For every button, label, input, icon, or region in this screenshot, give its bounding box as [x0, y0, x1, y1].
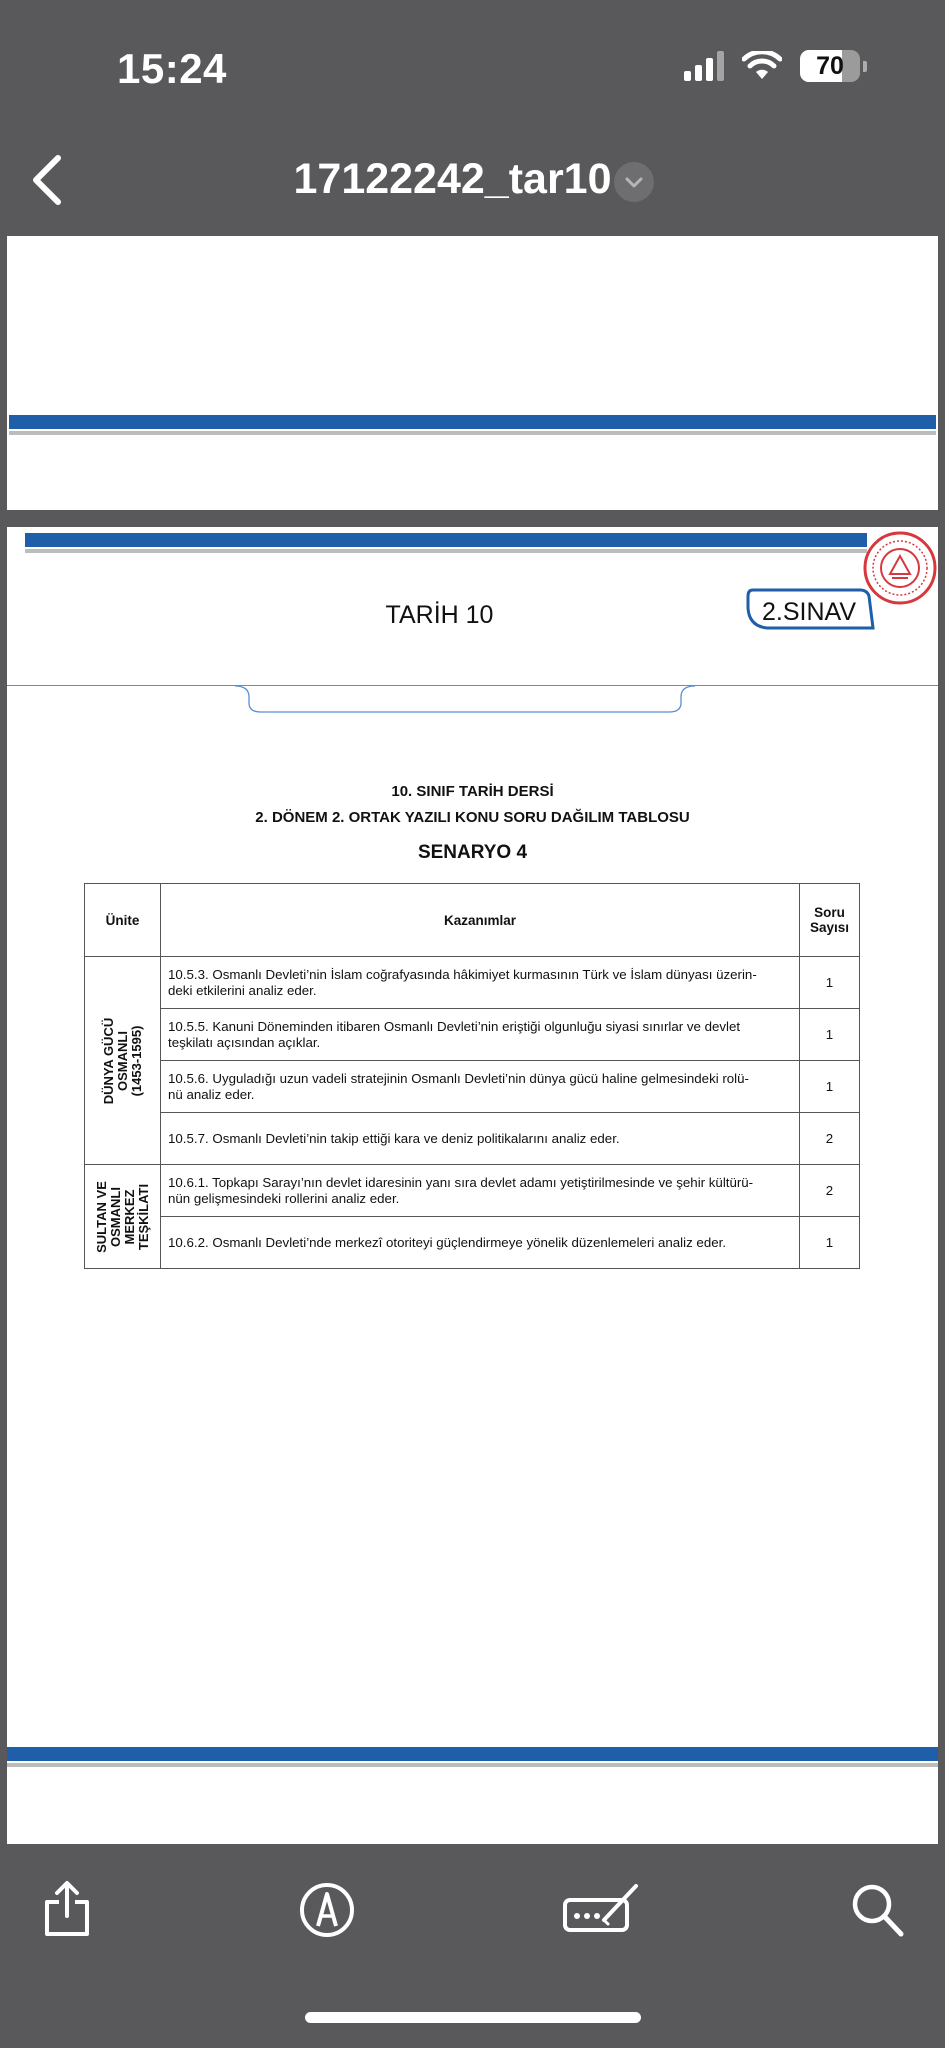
subject-title: TARİH 10: [385, 601, 494, 629]
battery-tip: [863, 61, 867, 72]
outcome-line: teşkilatı açısından açıklar.: [168, 1034, 321, 1050]
outcome-line: 10.5.7. Osmanlı Devleti’nin takip ettiği kara ve deniz politikalarını analiz eder.: [168, 1130, 620, 1146]
markup-icon[interactable]: [297, 1880, 357, 1940]
header-count-line-1: Soru: [814, 905, 845, 920]
table-row: [85, 1061, 860, 1113]
outcome-line: 10.6.1. Topkapı Sarayı’nın devlet idaresinin yanı sıra devlet adamı yetiştirilmesinde ve şehir kültürü-: [168, 1174, 754, 1190]
search-icon[interactable]: [847, 1880, 907, 1940]
question-count: 1: [800, 957, 860, 1009]
outcome-line: 10.5.6. Uyguladığı uzun vadeli stratejinin Osmanlı Devleti’nin dünya gücü haline gelmesindeki rolü-: [168, 1070, 749, 1086]
title-menu-button[interactable]: [614, 162, 654, 202]
heading-class: 10. SINIF TARİH DERSİ: [391, 783, 554, 800]
header-curve: [235, 685, 695, 717]
unit-label: [102, 1017, 144, 1103]
question-count: 1: [800, 1061, 860, 1113]
exam-label: 2.SINAV: [762, 598, 857, 626]
outcome-cell: [161, 957, 800, 1009]
unit-label-line: (1453-1595): [128, 1025, 144, 1096]
unit-label-line: DÜNYA GÜCÜ: [100, 1017, 116, 1104]
outcome-line: 10.6.2. Osmanlı Devleti’nde merkezî otoriteyi güçlendirmeye yönelik düzenlemeleri analiz eder.: [168, 1234, 727, 1250]
unit-label-line: OSMANLI: [107, 1186, 123, 1247]
cellular-signal-icon: [684, 51, 724, 81]
table-row: [85, 1113, 860, 1165]
question-distribution-table: [84, 883, 860, 1269]
question-count: 1: [800, 1217, 860, 1269]
table-header-row: [85, 884, 860, 957]
signature-icon[interactable]: [562, 1880, 642, 1940]
status-time: 15:24: [117, 45, 227, 92]
unit-cell: [85, 957, 161, 1165]
unit-label-line: OSMANLI: [114, 1030, 130, 1091]
footer-band-gray: [7, 1763, 938, 1767]
outcome-cell: [161, 1061, 800, 1113]
home-indicator[interactable]: [305, 2012, 641, 2023]
heading-scenario: SENARYO 4: [417, 842, 528, 863]
question-count: 2: [800, 1113, 860, 1165]
battery-icon: [800, 50, 860, 82]
header-band-gray: [25, 549, 867, 553]
heading-table-title: 2. DÖNEM 2. ORTAK YAZILI KONU SORU DAĞILIM TABLOSU: [255, 809, 690, 826]
battery-percentage: 70: [816, 52, 844, 80]
outcome-line: nün gelişmesindeki rollerini analiz eder.: [168, 1190, 400, 1206]
share-icon[interactable]: [37, 1880, 97, 1940]
question-count: 1: [800, 1009, 860, 1061]
footer-band-blue: [9, 415, 936, 429]
outcome-cell: [161, 1009, 800, 1061]
unit-label-line: MERKEZ: [121, 1189, 137, 1244]
wifi-icon: [742, 51, 782, 81]
footer-band-gray: [9, 431, 936, 435]
question-count: 2: [800, 1165, 860, 1217]
outcome-line: 10.5.5. Kanuni Döneminden itibaren Osmanlı Devleti’nin eriştiği olgunluğu siyasi sınırlar ve devlet: [168, 1018, 741, 1034]
status-indicators: [684, 50, 867, 82]
unit-label-line: SULTAN VE: [93, 1180, 109, 1253]
footer-band-blue: [7, 1747, 938, 1761]
table-row: [85, 1217, 860, 1269]
outcome-line: nü analiz eder.: [168, 1086, 255, 1102]
pdf-page-2[interactable]: [7, 527, 938, 1844]
outcome-line: deki etkilerini analiz eder.: [168, 982, 317, 998]
header-band-blue: [25, 533, 867, 547]
header-count-line-2: Sayısı: [809, 920, 850, 935]
header-unit: Ünite: [85, 884, 161, 957]
header-outcomes: Kazanımlar: [161, 884, 800, 957]
pdf-page-1[interactable]: [7, 236, 938, 510]
unit-cell: [85, 1165, 161, 1269]
unit-label: [95, 1181, 151, 1253]
table-row: [85, 1165, 860, 1217]
outcome-cell: [161, 1217, 800, 1269]
header-question-count: [800, 884, 860, 957]
outcome-line: 10.5.3. Osmanlı Devleti’nin İslam coğrafyasında hâkimiyet kurmasının Türk ve İslam dünyası üzerin-: [168, 966, 757, 982]
table-row: [85, 1009, 860, 1061]
document-title[interactable]: 17122242_tar10: [293, 155, 612, 203]
chevron-down-icon: [614, 162, 654, 202]
unit-label-line: TEŞKİLATI: [135, 1183, 151, 1250]
outcome-cell: [161, 1165, 800, 1217]
table-row: [85, 957, 860, 1009]
outcome-cell: [161, 1113, 800, 1165]
